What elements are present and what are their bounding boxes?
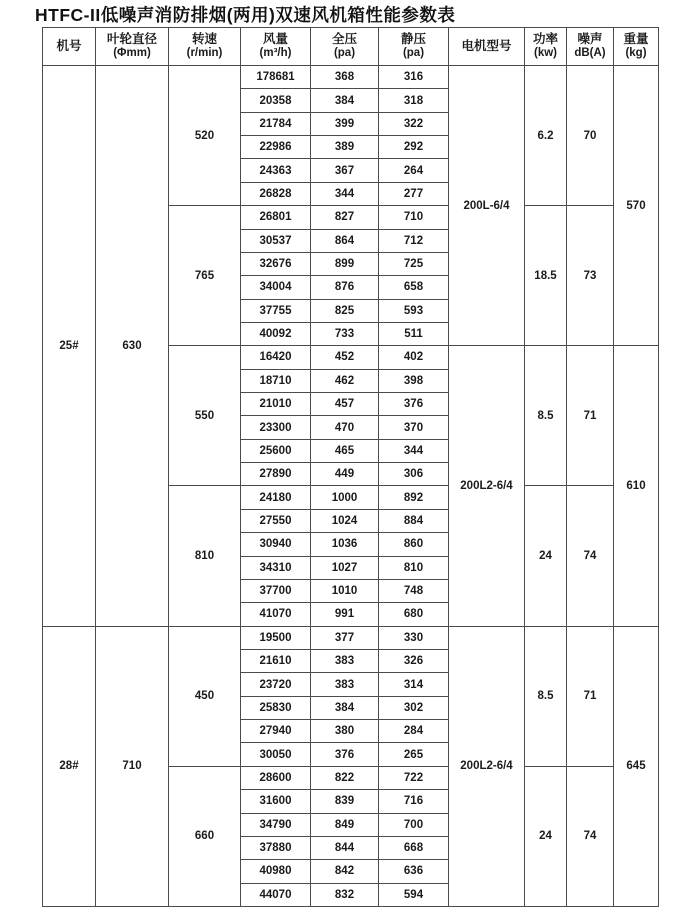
total-pressure-cell: 844 bbox=[311, 836, 379, 859]
noise-cell: 71 bbox=[567, 626, 614, 766]
static-pressure-cell: 322 bbox=[379, 112, 449, 135]
air-volume-cell: 21010 bbox=[241, 393, 311, 416]
static-pressure-cell: 344 bbox=[379, 439, 449, 462]
static-pressure-cell: 316 bbox=[379, 66, 449, 89]
page-title: HTFC-II低噪声消防排烟(两用)双速风机箱性能参数表 bbox=[35, 5, 456, 25]
static-pressure-cell: 370 bbox=[379, 416, 449, 439]
column-header-machine-no: 机号 bbox=[43, 28, 96, 66]
air-volume-cell: 30940 bbox=[241, 533, 311, 556]
air-volume-cell: 20358 bbox=[241, 89, 311, 112]
column-header-impeller-diameter: 叶轮直径 (Φmm) bbox=[96, 28, 169, 66]
speed-cell: 520 bbox=[169, 66, 241, 206]
static-pressure-cell: 668 bbox=[379, 836, 449, 859]
total-pressure-cell: 470 bbox=[311, 416, 379, 439]
speed-cell: 450 bbox=[169, 626, 241, 766]
static-pressure-cell: 302 bbox=[379, 696, 449, 719]
power-cell: 6.2 bbox=[525, 66, 567, 206]
total-pressure-cell: 367 bbox=[311, 159, 379, 182]
air-volume-cell: 34004 bbox=[241, 276, 311, 299]
column-header-total-pressure: 全压 (pa) bbox=[311, 28, 379, 66]
noise-cell: 74 bbox=[567, 486, 614, 626]
static-pressure-cell: 712 bbox=[379, 229, 449, 252]
fan-spec-table bbox=[42, 27, 659, 907]
air-volume-cell: 24363 bbox=[241, 159, 311, 182]
total-pressure-cell: 1010 bbox=[311, 579, 379, 602]
total-pressure-cell: 864 bbox=[311, 229, 379, 252]
power-cell: 8.5 bbox=[525, 346, 567, 486]
air-volume-cell: 31600 bbox=[241, 790, 311, 813]
air-volume-cell: 22986 bbox=[241, 136, 311, 159]
total-pressure-cell: 384 bbox=[311, 89, 379, 112]
total-pressure-cell: 399 bbox=[311, 112, 379, 135]
static-pressure-cell: 860 bbox=[379, 533, 449, 556]
air-volume-cell: 30050 bbox=[241, 743, 311, 766]
total-pressure-cell: 832 bbox=[311, 883, 379, 906]
static-pressure-cell: 593 bbox=[379, 299, 449, 322]
motor-model-cell: 200L-6/4 bbox=[449, 66, 525, 346]
total-pressure-cell: 449 bbox=[311, 463, 379, 486]
air-volume-cell: 37880 bbox=[241, 836, 311, 859]
static-pressure-cell: 265 bbox=[379, 743, 449, 766]
table-header bbox=[43, 28, 659, 66]
air-volume-cell: 21610 bbox=[241, 649, 311, 672]
static-pressure-cell: 636 bbox=[379, 860, 449, 883]
total-pressure-cell: 1024 bbox=[311, 509, 379, 532]
air-volume-cell: 25600 bbox=[241, 439, 311, 462]
header-row bbox=[43, 28, 659, 66]
air-volume-cell: 27890 bbox=[241, 463, 311, 486]
total-pressure-cell: 389 bbox=[311, 136, 379, 159]
air-volume-cell: 23720 bbox=[241, 673, 311, 696]
static-pressure-cell: 722 bbox=[379, 766, 449, 789]
static-pressure-cell: 398 bbox=[379, 369, 449, 392]
total-pressure-cell: 377 bbox=[311, 626, 379, 649]
table-row bbox=[43, 626, 659, 649]
total-pressure-cell: 383 bbox=[311, 649, 379, 672]
total-pressure-cell: 384 bbox=[311, 696, 379, 719]
air-volume-cell: 37755 bbox=[241, 299, 311, 322]
impeller-diameter-cell: 630 bbox=[96, 66, 169, 627]
static-pressure-cell: 700 bbox=[379, 813, 449, 836]
air-volume-cell: 27940 bbox=[241, 720, 311, 743]
power-cell: 18.5 bbox=[525, 206, 567, 346]
table-row bbox=[43, 66, 659, 89]
static-pressure-cell: 402 bbox=[379, 346, 449, 369]
air-volume-cell: 34790 bbox=[241, 813, 311, 836]
static-pressure-cell: 277 bbox=[379, 182, 449, 205]
static-pressure-cell: 810 bbox=[379, 556, 449, 579]
air-volume-cell: 26828 bbox=[241, 182, 311, 205]
machine-no-cell: 25# bbox=[43, 66, 96, 627]
total-pressure-cell: 383 bbox=[311, 673, 379, 696]
power-cell: 24 bbox=[525, 486, 567, 626]
air-volume-cell: 37700 bbox=[241, 579, 311, 602]
power-cell: 8.5 bbox=[525, 626, 567, 766]
speed-cell: 810 bbox=[169, 486, 241, 626]
total-pressure-cell: 376 bbox=[311, 743, 379, 766]
total-pressure-cell: 849 bbox=[311, 813, 379, 836]
air-volume-cell: 40092 bbox=[241, 322, 311, 345]
static-pressure-cell: 725 bbox=[379, 252, 449, 275]
total-pressure-cell: 827 bbox=[311, 206, 379, 229]
noise-cell: 70 bbox=[567, 66, 614, 206]
air-volume-cell: 23300 bbox=[241, 416, 311, 439]
static-pressure-cell: 680 bbox=[379, 603, 449, 626]
total-pressure-cell: 822 bbox=[311, 766, 379, 789]
static-pressure-cell: 264 bbox=[379, 159, 449, 182]
air-volume-cell: 27550 bbox=[241, 509, 311, 532]
static-pressure-cell: 376 bbox=[379, 393, 449, 416]
air-volume-cell: 178681 bbox=[241, 66, 311, 89]
air-volume-cell: 28600 bbox=[241, 766, 311, 789]
machine-no-cell: 28# bbox=[43, 626, 96, 906]
total-pressure-cell: 1036 bbox=[311, 533, 379, 556]
total-pressure-cell: 380 bbox=[311, 720, 379, 743]
air-volume-cell: 41070 bbox=[241, 603, 311, 626]
total-pressure-cell: 462 bbox=[311, 369, 379, 392]
total-pressure-cell: 825 bbox=[311, 299, 379, 322]
weight-cell: 645 bbox=[614, 626, 659, 906]
speed-cell: 660 bbox=[169, 766, 241, 906]
air-volume-cell: 40980 bbox=[241, 860, 311, 883]
static-pressure-cell: 292 bbox=[379, 136, 449, 159]
speed-cell: 550 bbox=[169, 346, 241, 486]
static-pressure-cell: 326 bbox=[379, 649, 449, 672]
column-header-power: 功率 (kw) bbox=[525, 28, 567, 66]
total-pressure-cell: 457 bbox=[311, 393, 379, 416]
air-volume-cell: 19500 bbox=[241, 626, 311, 649]
noise-cell: 71 bbox=[567, 346, 614, 486]
air-volume-cell: 25830 bbox=[241, 696, 311, 719]
air-volume-cell: 32676 bbox=[241, 252, 311, 275]
total-pressure-cell: 344 bbox=[311, 182, 379, 205]
column-header-motor-model: 电机型号 bbox=[449, 28, 525, 66]
column-header-noise: 噪声 dB(A) bbox=[567, 28, 614, 66]
static-pressure-cell: 594 bbox=[379, 883, 449, 906]
air-volume-cell: 44070 bbox=[241, 883, 311, 906]
total-pressure-cell: 465 bbox=[311, 439, 379, 462]
static-pressure-cell: 318 bbox=[379, 89, 449, 112]
static-pressure-cell: 314 bbox=[379, 673, 449, 696]
column-header-static-pressure: 静压 (pa) bbox=[379, 28, 449, 66]
total-pressure-cell: 452 bbox=[311, 346, 379, 369]
weight-cell: 610 bbox=[614, 346, 659, 626]
static-pressure-cell: 284 bbox=[379, 720, 449, 743]
static-pressure-cell: 306 bbox=[379, 463, 449, 486]
air-volume-cell: 16420 bbox=[241, 346, 311, 369]
total-pressure-cell: 899 bbox=[311, 252, 379, 275]
motor-model-cell: 200L2-6/4 bbox=[449, 626, 525, 906]
static-pressure-cell: 716 bbox=[379, 790, 449, 813]
table-body bbox=[43, 66, 659, 907]
static-pressure-cell: 892 bbox=[379, 486, 449, 509]
static-pressure-cell: 710 bbox=[379, 206, 449, 229]
noise-cell: 73 bbox=[567, 206, 614, 346]
impeller-diameter-cell: 710 bbox=[96, 626, 169, 906]
power-cell: 24 bbox=[525, 766, 567, 906]
total-pressure-cell: 1027 bbox=[311, 556, 379, 579]
total-pressure-cell: 991 bbox=[311, 603, 379, 626]
static-pressure-cell: 330 bbox=[379, 626, 449, 649]
air-volume-cell: 24180 bbox=[241, 486, 311, 509]
total-pressure-cell: 839 bbox=[311, 790, 379, 813]
noise-cell: 74 bbox=[567, 766, 614, 906]
air-volume-cell: 18710 bbox=[241, 369, 311, 392]
air-volume-cell: 34310 bbox=[241, 556, 311, 579]
static-pressure-cell: 658 bbox=[379, 276, 449, 299]
air-volume-cell: 26801 bbox=[241, 206, 311, 229]
speed-cell: 765 bbox=[169, 206, 241, 346]
total-pressure-cell: 876 bbox=[311, 276, 379, 299]
motor-model-cell: 200L2-6/4 bbox=[449, 346, 525, 626]
column-header-air-volume: 风量 (m³/h) bbox=[241, 28, 311, 66]
total-pressure-cell: 368 bbox=[311, 66, 379, 89]
weight-cell: 570 bbox=[614, 66, 659, 346]
air-volume-cell: 30537 bbox=[241, 229, 311, 252]
air-volume-cell: 21784 bbox=[241, 112, 311, 135]
total-pressure-cell: 733 bbox=[311, 322, 379, 345]
total-pressure-cell: 842 bbox=[311, 860, 379, 883]
static-pressure-cell: 884 bbox=[379, 509, 449, 532]
column-header-speed: 转速 (r/min) bbox=[169, 28, 241, 66]
static-pressure-cell: 511 bbox=[379, 322, 449, 345]
static-pressure-cell: 748 bbox=[379, 579, 449, 602]
column-header-weight: 重量 (kg) bbox=[614, 28, 659, 66]
total-pressure-cell: 1000 bbox=[311, 486, 379, 509]
